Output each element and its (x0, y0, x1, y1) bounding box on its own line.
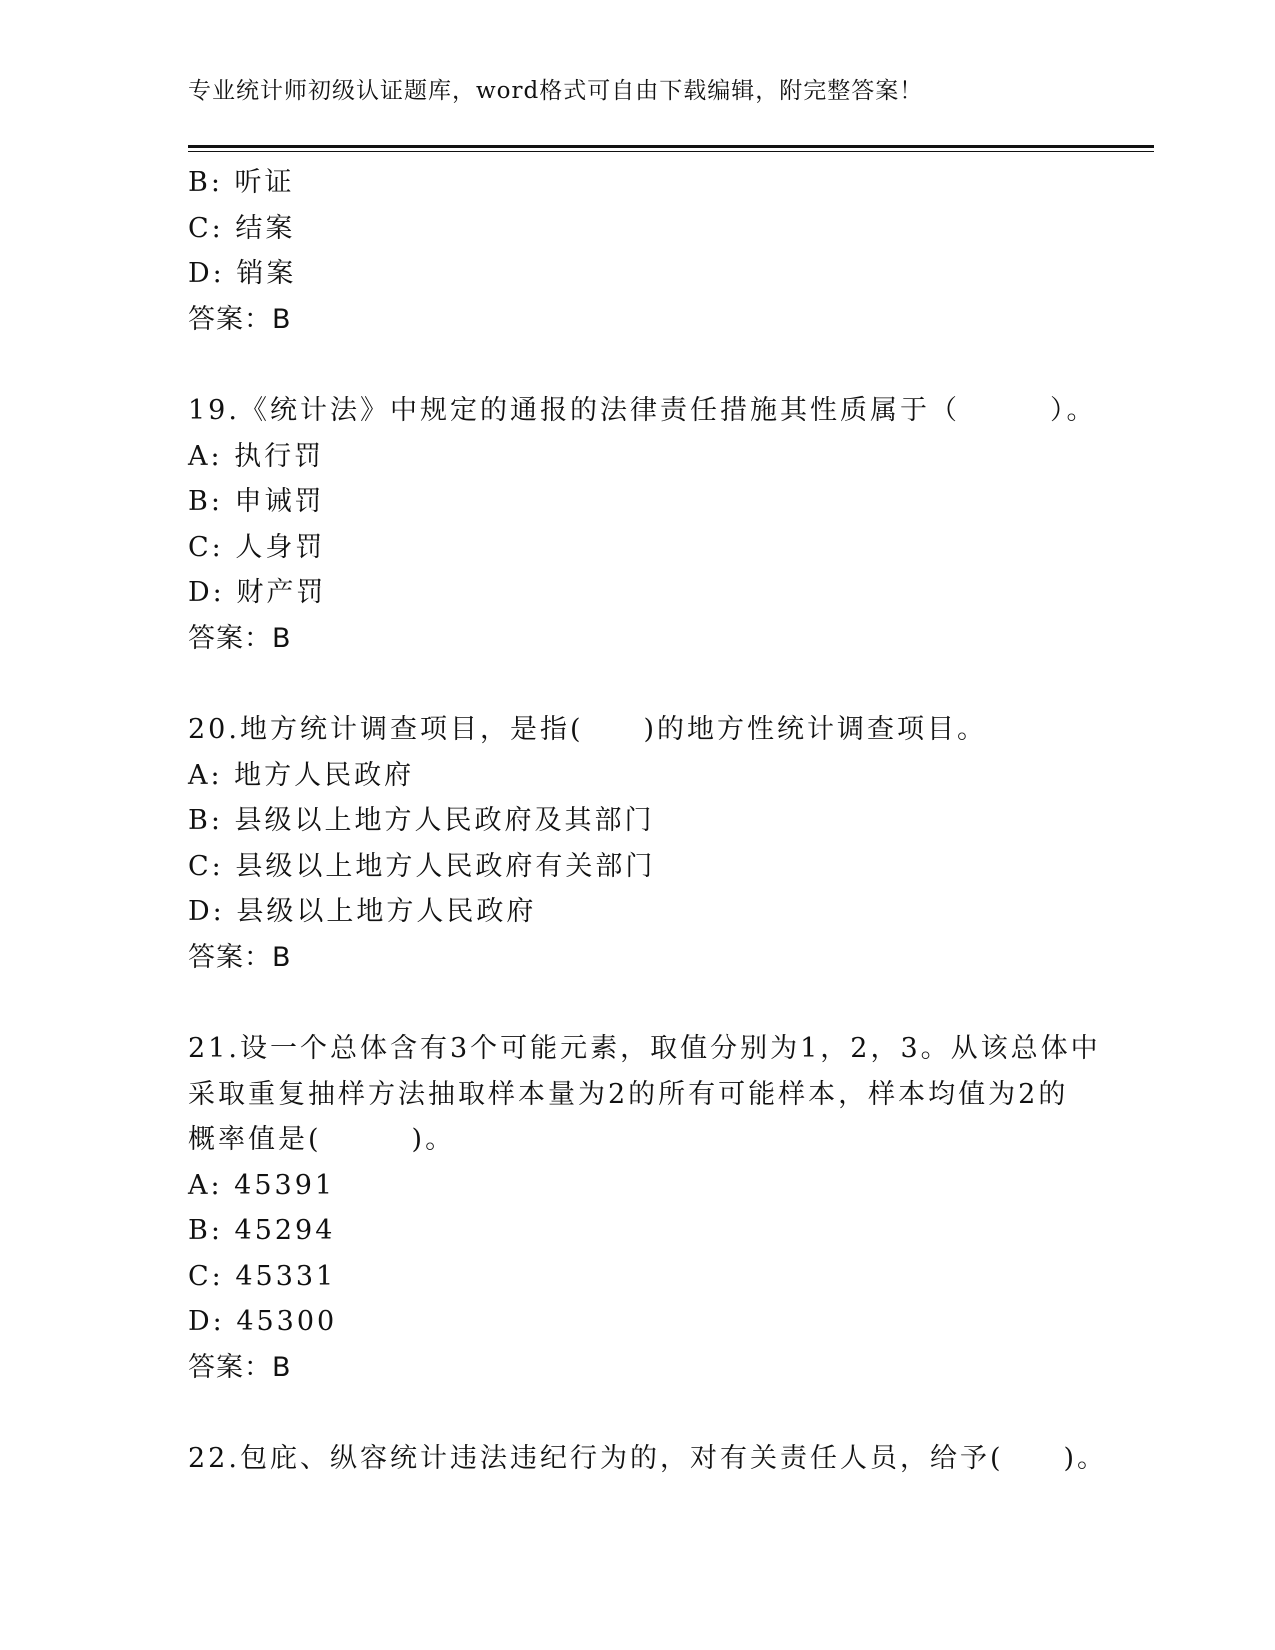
question-stem-line-3: 概率值是( )。 (188, 1124, 456, 1155)
question-20 (188, 707, 1088, 980)
question-stem: 19.《统计法》中规定的通报的法律责任措施其性质属于（ ）。 (188, 395, 1097, 426)
question-22 (188, 1436, 1108, 1482)
option-b: B: 申诫罚 (188, 486, 325, 517)
option-a: A: 45391 (188, 1169, 336, 1201)
question-21 (188, 1026, 1101, 1390)
option-c: C: 人身罚 (188, 531, 326, 563)
option-c: C: 县级以上地方人民政府有关部门 (188, 850, 656, 882)
answer: 答案：B (188, 1351, 292, 1383)
header-rule-thin (188, 151, 1154, 152)
option-d: D: 45300 (188, 1306, 338, 1337)
option-b: B: 县级以上地方人民政府及其部门 (188, 805, 655, 836)
option-d: D: 销案 (188, 258, 297, 289)
question-stem: 22.包庇、纵容统计违法违纪行为的，对有关责任人员，给予( )。 (188, 1443, 1108, 1474)
answer: 答案：B (188, 303, 292, 335)
question-stem: 20.地方统计调查项目，是指( )的地方性统计调查项目。 (188, 714, 988, 745)
header-rule-thick (188, 145, 1154, 148)
page-header: 专业统计师初级认证题库，word格式可自由下载编辑，附完整答案！ (188, 78, 924, 104)
option-a: A: 地方人民政府 (188, 759, 415, 791)
option-a: A: 执行罚 (188, 440, 325, 472)
question-19 (188, 388, 1097, 661)
question-list (188, 160, 1108, 1482)
answer: 答案：B (188, 622, 292, 654)
option-c: C: 45331 (188, 1260, 337, 1292)
answer: 答案：B (188, 941, 292, 973)
option-d: D: 县级以上地方人民政府 (188, 896, 537, 927)
option-b: B: 听证 (188, 167, 295, 198)
option-c: C: 结案 (188, 212, 296, 244)
question-18-continued (188, 160, 1088, 342)
option-d: D: 财产罚 (188, 577, 327, 608)
question-stem-line-2: 采取重复抽样方法抽取样本量为2的所有可能样本，样本均值为2的 (188, 1078, 1069, 1110)
option-b: B: 45294 (188, 1215, 336, 1246)
question-stem-line-1: 21.设一个总体含有3个可能元素，取值分别为1，2，3。从该总体中 (188, 1033, 1101, 1064)
